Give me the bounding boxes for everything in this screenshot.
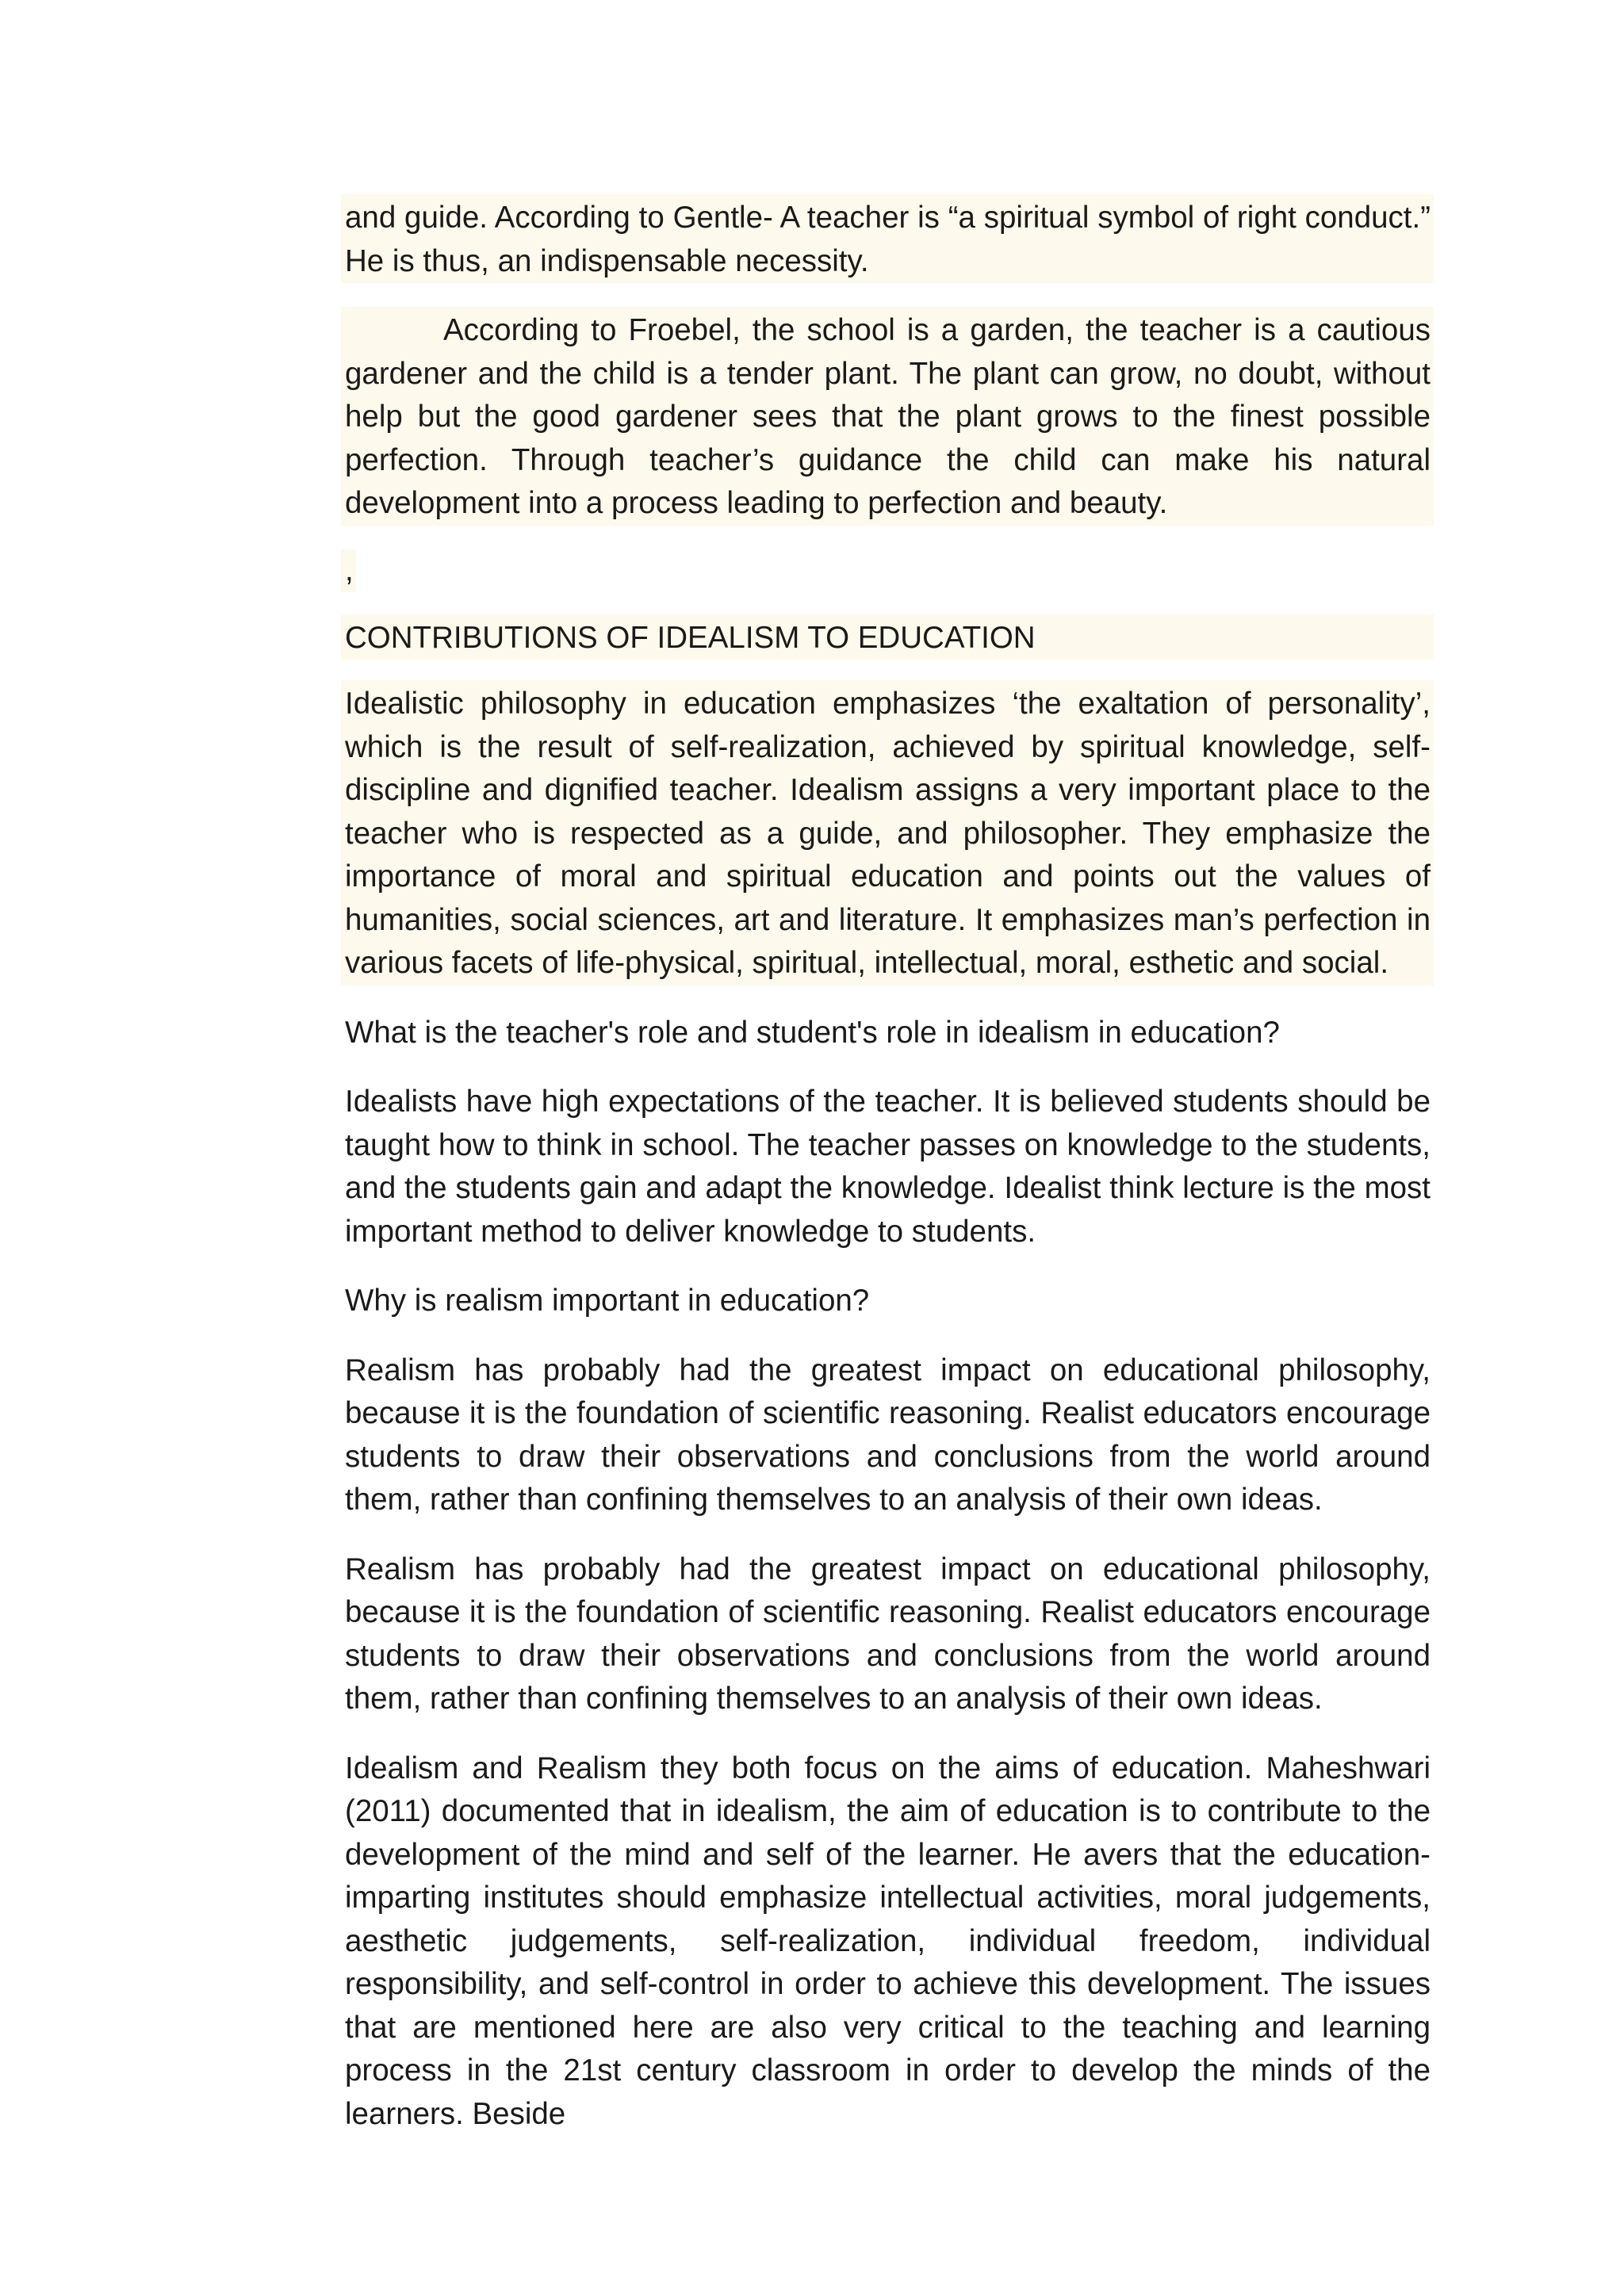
section-heading: CONTRIBUTIONS OF IDEALISM TO EDUCATION — [341, 614, 1434, 660]
paragraph-realism-impact-1: Realism has probably had the greatest impact on educational philosophy, because it is the foundation of scientific reasoning. Realist educators encourage students to draw their observations and conclusions from the world around them, rather than confining themselves to an analysis of their own ideas. — [345, 1353, 1431, 1517]
paragraph-realism-impact-2: Realism has probably had the greatest impact on educational philosophy, because it is the foundation of scientific reasoning. Realist educators encourage students to draw their observations and conclusions from the world around them, rather than confining themselves to an analysis of their own ideas. — [345, 1552, 1431, 1716]
paragraph-idealism-realism-aims: Idealism and Realism they both focus on the aims of education. Maheshwari (2011) documented that in idealism, the aim of education is to contribute to the development of the mind and self of the learner. He avers that the education-imparting institutes should emphasize intellectual activities, moral judgements, aesthetic judgements, self-realization, individual freedom, individual responsibility, and self-control in order to achieve this development. The issues that are mentioned here are also very critical to the teaching and learning process in the 21st century classroom in order to develop the minds of the learners. Beside — [345, 1751, 1431, 2131]
paragraph-idealists-expectations: Idealists have high expectations of the teacher. It is believed students should be taught how to think in school. The teacher passes on knowledge to the students, and the students gain and adapt the knowledge. Idealist think lecture is the most important method to deliver knowledge to students. — [345, 1085, 1431, 1249]
stray-comma: , — [341, 549, 356, 592]
question-teacher-role: What is the teacher's role and student's role in idealism in education? — [345, 1015, 1280, 1050]
question-realism-importance: Why is realism important in education? — [345, 1284, 870, 1318]
paragraph-idealism-contributions: Idealistic philosophy in education emphasizes ‘the exaltation of personality’, which is the result of self-realization, achieved by spiritual knowledge, self-discipline and dignified teacher. Idealism assigns a very important place to the teacher who is respected as a guide, and philosopher. They emphasize the importance of moral and spiritual education and points out the values of humanities, social sciences, art and literature. It emphasizes man’s perfection in various facets of life-physical, spiritual, intellectual, moral, esthetic and social. — [341, 680, 1434, 985]
paragraph-froebel: According to Froebel, the school is a garden, the teacher is a cautious gardener and the child is a tender plant. The plant can grow, no doubt, without help but the good gardener sees that the plant grows to the finest possible perfection. Through teacher’s guidance the child can make his natural development into a process leading to perfection and beauty. — [341, 307, 1434, 526]
paragraph-gentle-quote: and guide. According to Gentle- A teacher is “a spiritual symbol of right conduct.” He is thus, an indispensable necessity. — [341, 194, 1434, 283]
document-page — [341, 194, 1434, 2160]
